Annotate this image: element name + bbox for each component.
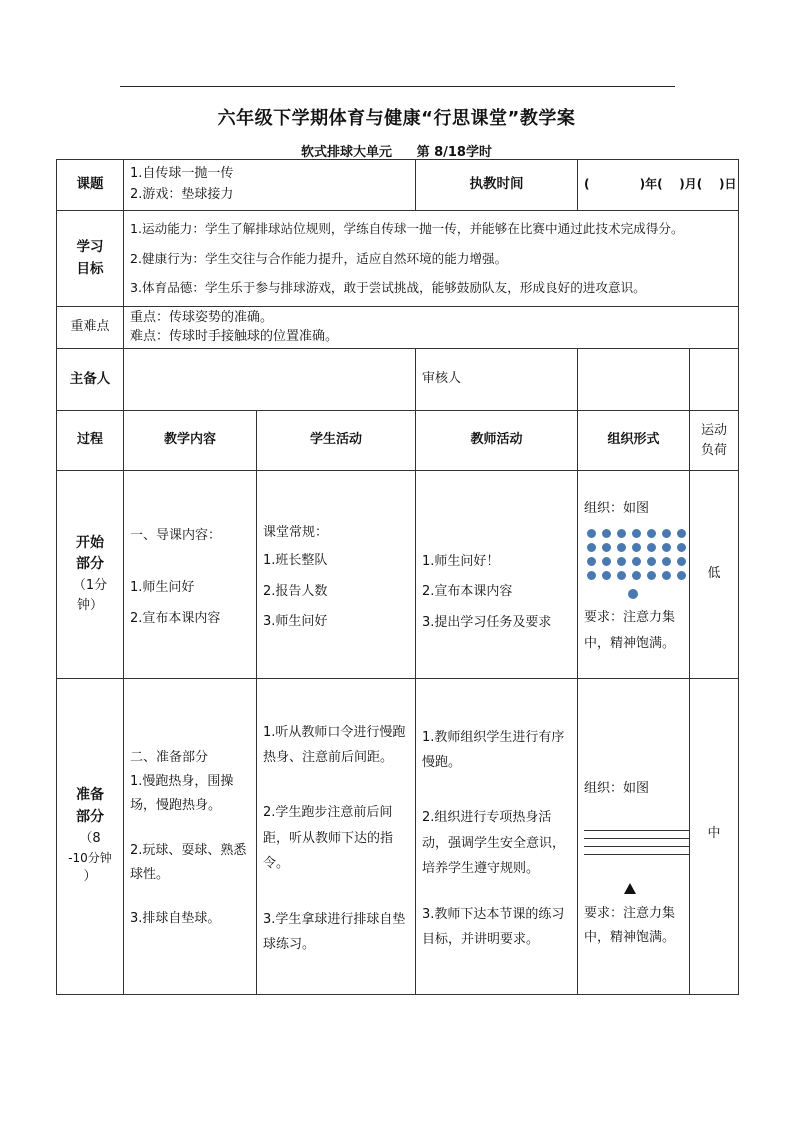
key-points-row	[57, 307, 739, 349]
goals-label	[57, 211, 124, 307]
teacher-item: 3.教师下达本节课的练习目标，并讲明要求。	[422, 906, 565, 947]
org-heading: 组织：如图	[584, 781, 650, 797]
col-teacher: 教师活动	[416, 411, 578, 471]
content-item: 1.慢跑热身，围操场，慢跑热身。	[130, 774, 234, 814]
key-point: 重点：传球姿势的准确。	[130, 309, 274, 325]
student-heading: 课堂常规：	[263, 525, 329, 541]
goal-item: 2.健康行为：学生交往与合作能力提升，适应自然环境的能力增强。	[130, 250, 508, 266]
student-dot	[602, 557, 611, 566]
goals-cell	[124, 211, 739, 307]
student-dot	[587, 557, 596, 566]
student-dot	[617, 529, 626, 538]
section-name: 开始	[76, 534, 104, 551]
col-content: 教学内容	[124, 411, 257, 471]
section-time: 钟）	[76, 598, 103, 614]
lane-line	[584, 838, 690, 839]
goals-label-line: 学习	[76, 238, 104, 255]
student-dot	[677, 571, 686, 580]
column-header-row	[57, 411, 739, 471]
student-dot	[632, 543, 641, 552]
section-start-student	[257, 471, 416, 679]
student-dot	[632, 529, 641, 538]
col-load	[690, 411, 739, 471]
student-dot	[602, 571, 611, 580]
student-item: 1.听从教师口令进行慢跑热身、注意前后间距。	[263, 724, 406, 766]
key-points-label: 重难点	[57, 307, 124, 349]
student-dot	[602, 543, 611, 552]
student-dot	[677, 543, 686, 552]
content-heading: 二、准备部分	[130, 750, 209, 766]
section-time: -10分钟	[68, 850, 112, 865]
section-time: （8	[79, 830, 101, 846]
goals-label-line: 目标	[76, 260, 104, 277]
content-item: 3.排球自垫球。	[130, 910, 221, 926]
content-item: 2.玩球、耍球、熟悉球性。	[130, 842, 247, 882]
section-start-load: 低	[690, 471, 739, 679]
col-process: 过程	[57, 411, 124, 471]
page-subtitle	[0, 141, 793, 160]
topic-row	[57, 160, 739, 211]
student-dot	[587, 571, 596, 580]
col-load-line: 负荷	[700, 442, 727, 458]
running-lanes-diagram	[584, 830, 690, 855]
section-name: 部分	[76, 809, 104, 826]
goal-item: 3.体育品德：学生乐于参与排球游戏，敢于尝试挑战，能够鼓励队友，形成良好的进攻意识。	[130, 280, 646, 296]
goals-row	[57, 211, 739, 307]
student-dot	[647, 543, 656, 552]
page-title: 六年级下学期体育与健康“行思课堂”教学案	[217, 108, 576, 129]
reviewer-extra	[690, 349, 739, 411]
preparer-row	[57, 349, 739, 411]
student-dot	[662, 557, 671, 566]
key-point: 难点：传球时手接触球的位置准确。	[130, 328, 339, 344]
student-dot	[587, 543, 596, 552]
lane-line	[584, 830, 690, 831]
teaching-time-label: 执教时间	[416, 160, 578, 211]
student-dot	[647, 557, 656, 566]
student-item: 3.师生问好	[263, 613, 328, 629]
section-start-row	[57, 471, 739, 679]
section-start-organization	[578, 471, 690, 679]
reviewer-label: 审核人	[416, 349, 578, 411]
content-item: 1.师生问好	[130, 580, 195, 596]
teacher-item: 2.组织进行专项热身活动，强调学生安全意识，培养学生遵守规则。	[422, 810, 566, 877]
section-prep-content	[124, 679, 257, 995]
student-dot	[617, 543, 626, 552]
section-prep-label	[57, 679, 124, 995]
lane-line	[584, 854, 690, 855]
org-heading: 组织：如图	[584, 501, 650, 517]
student-dot	[647, 529, 656, 538]
reviewer-value	[578, 349, 690, 411]
student-dot	[647, 571, 656, 580]
lesson-number: 第 8/18学时	[416, 145, 492, 160]
topic-cell	[124, 160, 416, 211]
teacher-item: 3.提出学习任务及要求	[422, 614, 552, 630]
header-rule	[120, 86, 675, 87]
student-dot	[632, 571, 641, 580]
student-dot	[617, 571, 626, 580]
section-time: （1分	[72, 578, 108, 594]
preparer-label: 主备人	[57, 349, 124, 411]
teaching-time-value: ( )年( )月( )日	[578, 160, 739, 211]
student-dot	[677, 557, 686, 566]
org-requirement: 要求：注意力集中，精神饱满。	[584, 609, 676, 651]
student-dot	[677, 529, 686, 538]
lesson-plan-table	[56, 159, 739, 995]
student-dot	[632, 557, 641, 566]
unit-name: 软式排球大单元	[301, 145, 393, 160]
goal-item: 1.运动能力：学生了解排球站位规则，学练自传球一抛一传，并能够在比赛中通过此技术完成得分。	[130, 221, 684, 237]
col-student: 学生活动	[257, 411, 416, 471]
student-dot	[662, 529, 671, 538]
section-prep-student	[257, 679, 416, 995]
student-dot	[617, 557, 626, 566]
section-prep-row	[57, 679, 739, 995]
student-dot	[662, 543, 671, 552]
topic-label: 课题	[57, 160, 124, 211]
topic-item: 2.游戏：垫球接力	[130, 187, 234, 202]
teacher-dot	[628, 589, 638, 599]
teacher-triangle-icon	[624, 883, 636, 894]
student-item: 3.学生拿球进行排球自垫球练习。	[263, 911, 406, 952]
section-prep-teacher	[416, 679, 578, 995]
section-name: 部分	[76, 556, 104, 573]
section-start-label	[57, 471, 124, 679]
section-time: ）	[83, 869, 97, 885]
student-item: 1.班长整队	[263, 553, 328, 569]
content-item: 2.宣布本课内容	[130, 610, 221, 626]
teacher-item: 2.宣布本课内容	[422, 584, 513, 600]
teacher-item: 1.师生问好！	[422, 554, 500, 570]
student-dot	[662, 571, 671, 580]
student-item: 2.报告人数	[263, 583, 328, 599]
teacher-item: 1.教师组织学生进行有序慢跑。	[422, 729, 565, 771]
section-start-content	[124, 471, 257, 679]
content-heading: 一、导课内容：	[130, 528, 222, 544]
org-requirement: 要求：注意力集中，精神饱满。	[584, 906, 676, 945]
col-organization: 组织形式	[578, 411, 690, 471]
student-dot	[587, 529, 596, 538]
formation-diagram	[587, 529, 683, 580]
section-start-teacher	[416, 471, 578, 679]
student-item: 2.学生跑步注意前后间距，听从教师下达的指令。	[263, 805, 394, 872]
section-prep-organization	[578, 679, 690, 995]
preparer-value	[124, 349, 416, 411]
section-prep-load: 中	[690, 679, 739, 995]
topic-item: 1.自传球一抛一传	[130, 166, 234, 182]
col-load-line: 运动	[700, 423, 727, 438]
lane-line	[584, 846, 690, 847]
student-dot	[602, 529, 611, 538]
key-points-cell	[124, 307, 739, 349]
section-name: 准备	[76, 787, 104, 804]
